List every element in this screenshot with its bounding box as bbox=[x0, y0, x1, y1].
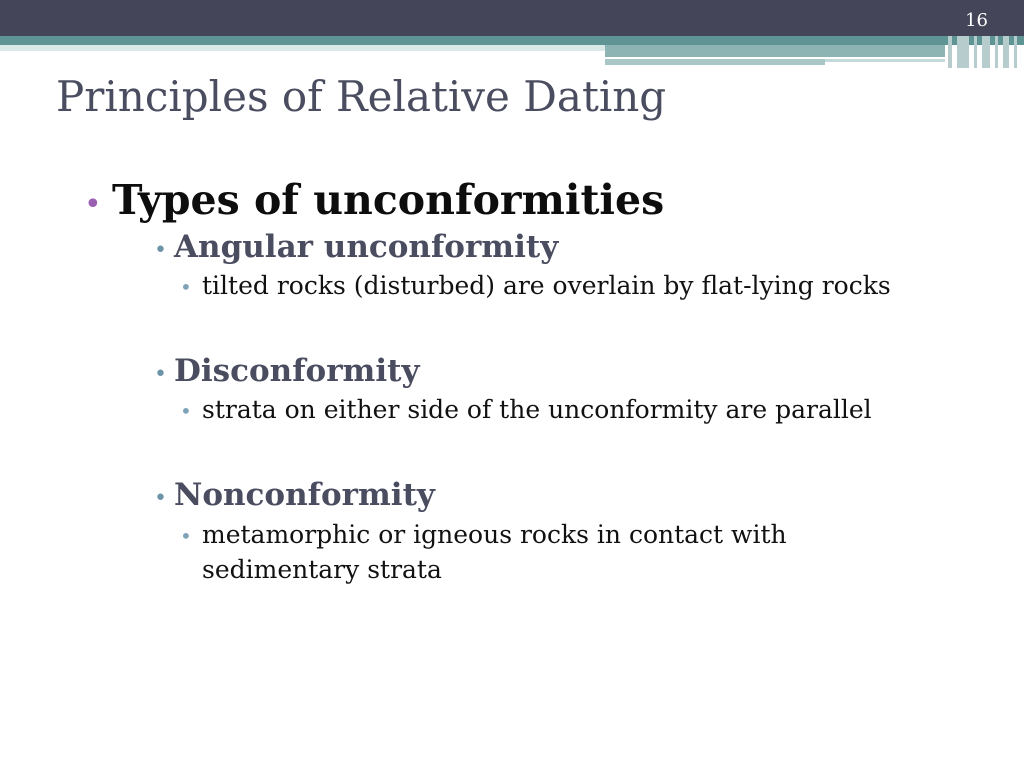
section-angular-unconformity bbox=[154, 229, 964, 303]
header-teal-line-thin bbox=[825, 59, 945, 62]
section-detail: strata on either side of the unconformity are parallel bbox=[202, 395, 872, 425]
section-label: Nonconformity bbox=[174, 477, 435, 514]
slide-title: Principles of Relative Dating bbox=[56, 72, 667, 121]
section-label: Disconformity bbox=[174, 353, 420, 390]
heading-bullet-item bbox=[84, 178, 964, 223]
section-label: Angular unconformity bbox=[174, 229, 559, 266]
header-stripes bbox=[948, 36, 1024, 68]
section-detail-item bbox=[180, 392, 964, 427]
bullet-icon: • bbox=[154, 238, 167, 264]
section-detail-item bbox=[180, 268, 964, 303]
section-item bbox=[154, 477, 964, 514]
section-item bbox=[154, 229, 964, 266]
section-detail-item bbox=[180, 517, 964, 587]
bullet-icon: • bbox=[180, 523, 192, 548]
content-heading: Types of unconformities bbox=[112, 176, 665, 224]
section-disconformity bbox=[154, 353, 964, 427]
section-item bbox=[154, 353, 964, 390]
bullet-icon: • bbox=[180, 399, 192, 424]
bullet-icon: • bbox=[154, 362, 167, 388]
header-bar bbox=[0, 0, 1024, 36]
bullet-icon: • bbox=[154, 486, 167, 512]
bullet-icon: • bbox=[84, 187, 102, 222]
bullet-icon: • bbox=[180, 275, 192, 300]
section-detail: tilted rocks (disturbed) are overlain by flat-lying rocks bbox=[202, 271, 891, 301]
header-accent-band bbox=[0, 36, 1024, 45]
header-pale-band bbox=[0, 45, 605, 51]
slide-number: 16 bbox=[965, 10, 988, 31]
header-teal-block bbox=[605, 45, 945, 57]
section-detail: metamorphic or igneous rocks in contact with sedimentary strata bbox=[202, 519, 787, 584]
section-nonconformity bbox=[154, 477, 964, 586]
header-teal-line bbox=[605, 59, 825, 65]
slide-content bbox=[84, 178, 964, 587]
